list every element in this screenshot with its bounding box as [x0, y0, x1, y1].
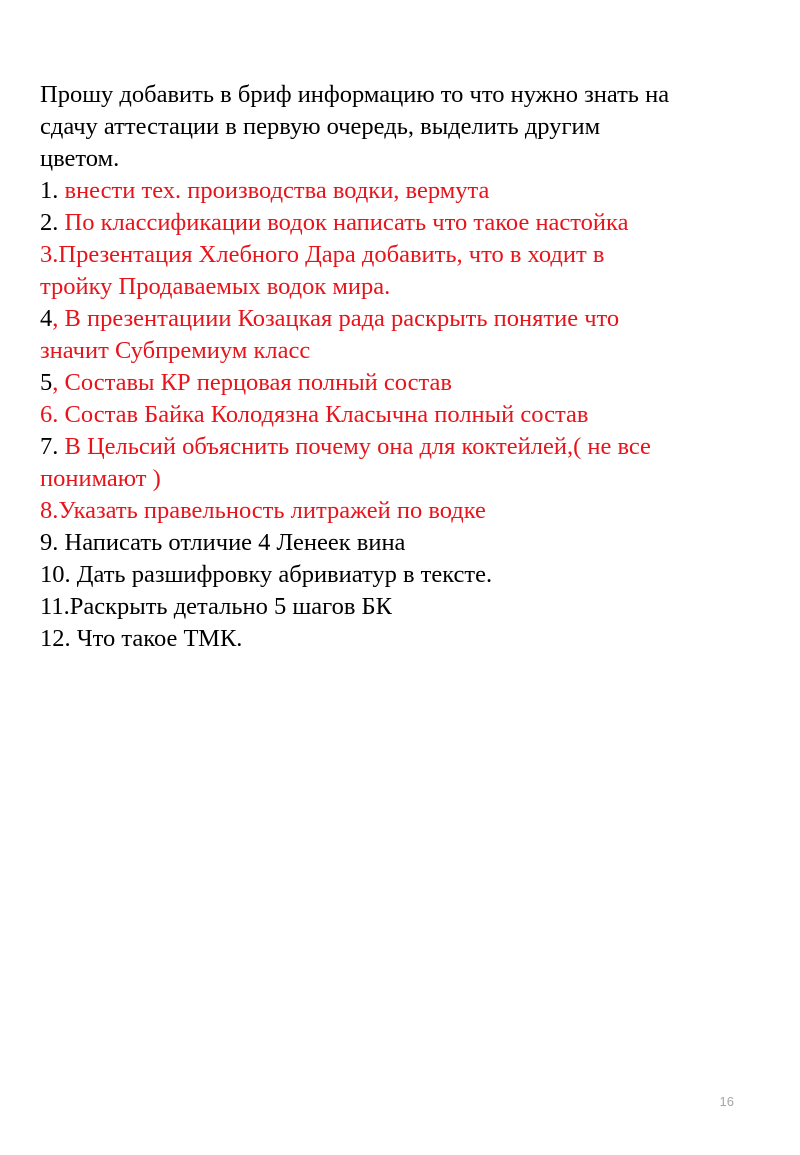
list-item-2-number: 2. [40, 209, 65, 236]
list-item-1-text: внести тех. производства водки, вермута [64, 177, 490, 204]
list-item-7-line-2: понимают ) [40, 465, 161, 492]
intro-line-3: цветом. [40, 145, 120, 172]
list-item-8: 8.Указать правельность литражей по водке [40, 497, 486, 524]
list-item-10: 10. Дать разшифровку абривиатур в тексте. [40, 561, 493, 588]
list-item-11: 11.Раскрыть детально 5 шагов БК [40, 593, 392, 620]
page-number: 16 [719, 1094, 734, 1109]
list-item-1-number: 1. [40, 177, 65, 204]
list-item-4-line-2: значит Субпремиум класс [40, 337, 311, 364]
list-item-3-line-2: тройку Продаваемых водок мира. [40, 273, 391, 300]
list-item-4-text: , В презентациии Козацкая рада раскрыть понятие что [52, 305, 620, 332]
brief-request-text [40, 79, 760, 655]
list-item-7 [40, 431, 760, 463]
list-item-4-number: 4 [40, 305, 53, 332]
intro-line-1: Прошу добавить в бриф информацию то что нужно знать на [40, 81, 670, 108]
list-item-5-text: , Составы КР перцовая полный состав [52, 369, 452, 396]
list-item-1 [40, 175, 760, 207]
list-item-9: 9. Написать отличие 4 Ленеек вина [40, 529, 406, 556]
list-item-2-text: По классификации водок написать что такое настойка [64, 209, 629, 236]
list-item-12: 12. Что такое ТМК. [40, 625, 243, 652]
list-item-5-number: 5 [40, 369, 53, 396]
list-item-7-number: 7. [40, 433, 65, 460]
list-item-7-text: В Цельсий объяснить почему она для коктейлей,( не все [64, 433, 651, 460]
list-item-6: 6. Состав Байка Колодязна Класычна полный состав [40, 401, 589, 428]
list-item-3-line-1: 3.Презентация Хлебного Дара добавить, что в ходит в [40, 241, 605, 268]
list-item-2 [40, 207, 760, 239]
list-item-5 [40, 367, 760, 399]
list-item-4 [40, 303, 760, 335]
intro-line-2: сдачу аттестации в первую очередь, выделить другим [40, 113, 601, 140]
